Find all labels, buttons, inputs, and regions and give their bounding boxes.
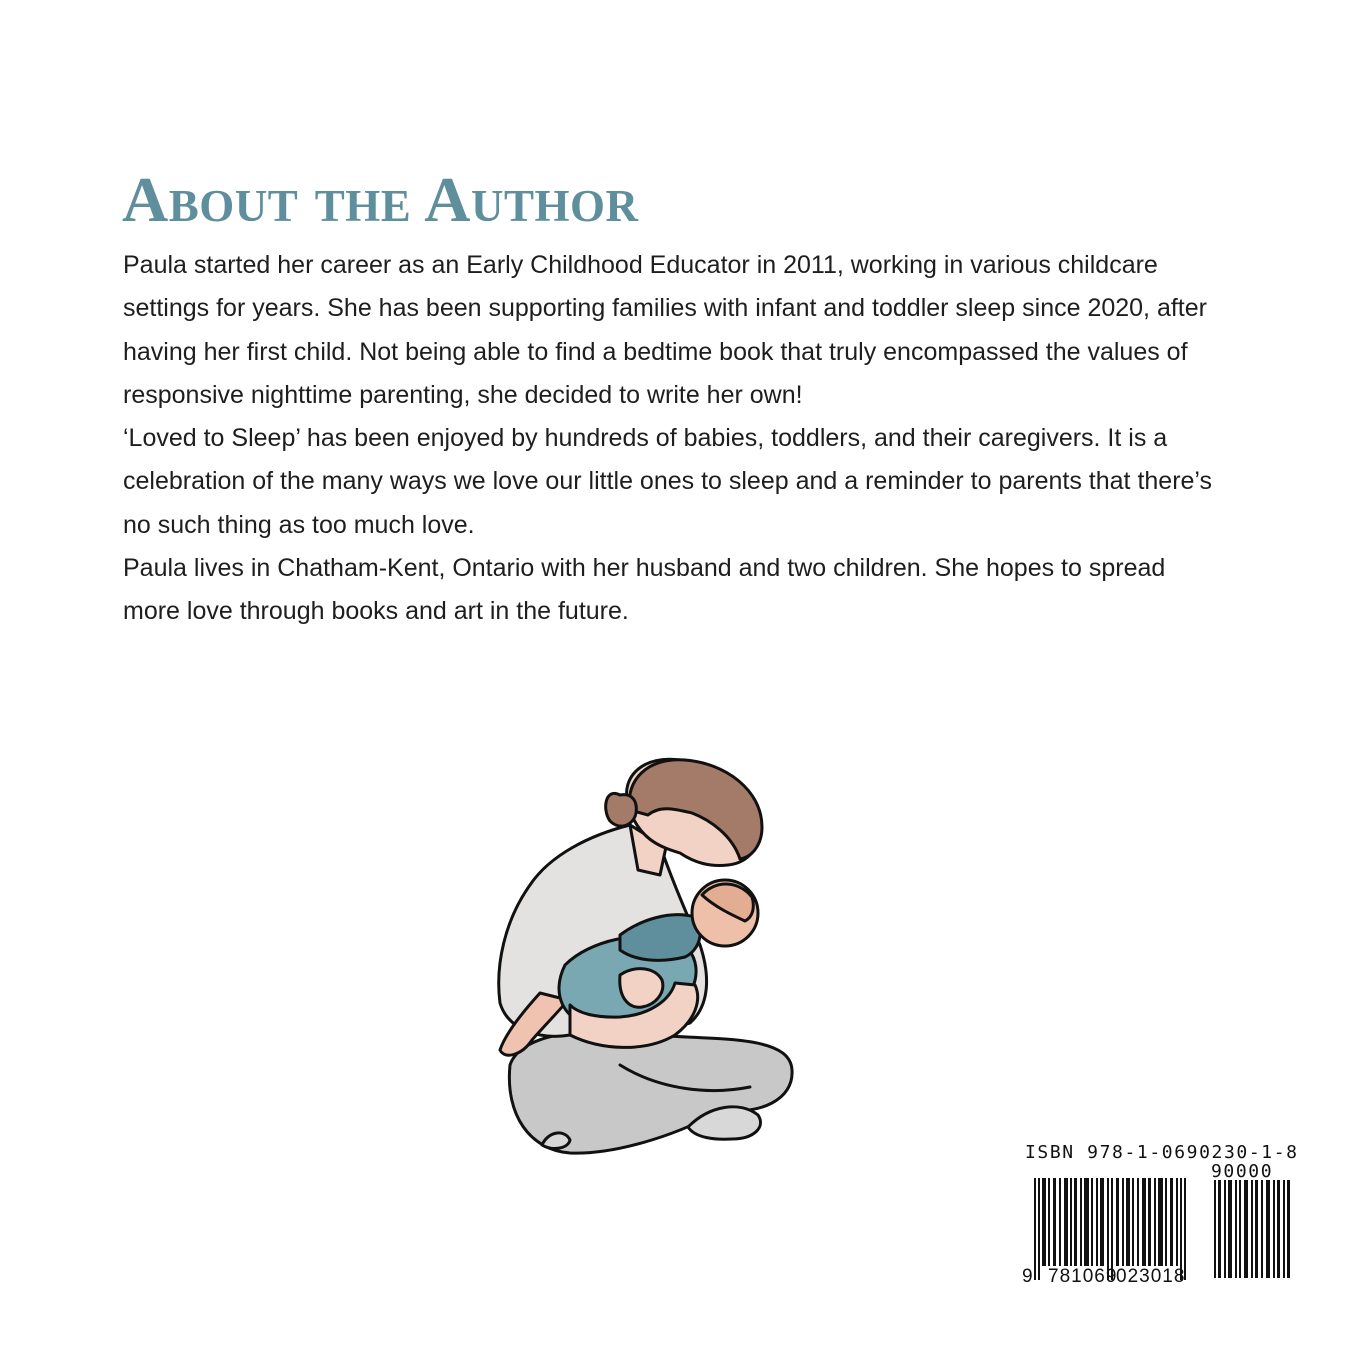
isbn-barcode (1018, 1140, 1299, 1300)
bio-paragraph: Paula lives in Chatham-Kent, Ontario with her husband and two children. She hopes to spread more love through books and art in the future. (123, 554, 1166, 626)
mother-holding-baby-illustration (470, 735, 820, 1165)
bio-paragraph: Paula started her career as an Early Childhood Educator in 2011, working in various childcare settings for years. She has been supporting families with infant and toddler sleep since 2020, after having her first child. Not being able to find a bedtime book that truly encompassed the values of responsive nighttime parenting, she decided to write her own! (123, 251, 1207, 409)
bio-paragraph: ‘Loved to Sleep’ has been enjoyed by hundreds of babies, toddlers, and their caregivers. It is a celebration of the many ways we love our little ones to sleep and a reminder to parents that there’s no such thing as too much love. (123, 424, 1213, 539)
about-author-title: About the Author (122, 164, 639, 235)
isbn-label: ISBN 978-1-0690230-1-8 (1025, 1142, 1299, 1163)
barcode-right-digits: 023018 (1116, 1266, 1186, 1287)
price-addon: 90000 (1211, 1161, 1274, 1182)
author-bio (123, 244, 1218, 634)
barcode-left-digits: 781069 (1048, 1266, 1118, 1287)
barcode-first-digit: 9 (1022, 1266, 1034, 1287)
